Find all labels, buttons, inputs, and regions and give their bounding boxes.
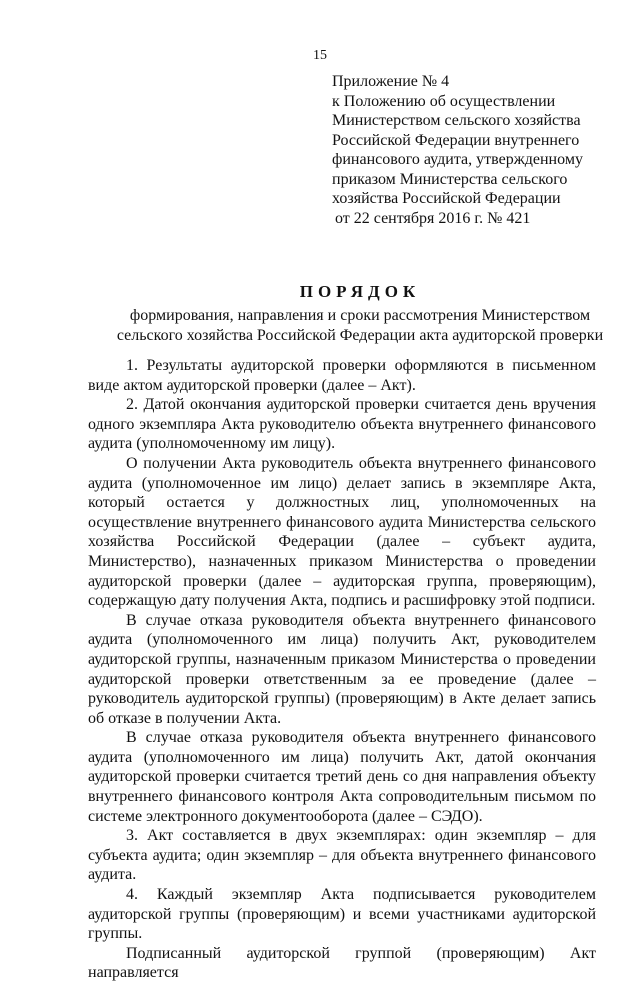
paragraph: 1. Результаты аудиторской проверки оформляются в письменном виде актом аудиторской проверки (далее – Акт). [88,357,596,394]
subtitle-line: сельского хозяйства Российской Федерации акта аудиторской проверки [116,326,604,344]
paragraph: Подписанный аудиторской группой (проверяющим) Акт направляется [88,944,596,982]
appendix-line: приказом Министерства сельского [332,170,568,188]
page-number: 15 [313,48,327,63]
appendix-note [332,72,622,228]
appendix-line: хозяйства Российской Федерации [332,190,561,207]
paragraph: 2. Датой окончания аудиторской проверки считается день вручения одного экземпляра Акта руководителю объекта внутреннего финансового аудита (уполномоченному им лицу). [88,396,596,453]
paragraph: 3. Акт составляется в двух экземплярах: один экземпляр – для субъекта аудита; один экземпляр – для объекта внутреннего финансового аудита. [88,827,596,884]
appendix-line: Министерством сельского хозяйства [332,112,581,129]
appendix-line: от 22 сентября 2016 г. № 421 [335,209,531,227]
appendix-line: к Положению об осуществлении [332,92,556,110]
document-title: ПОРЯДОК [299,282,421,301]
paragraph: В случае отказа руководителя объекта внутреннего финансового аудита (уполномоченного им лица) получить Акт, руководителем аудиторской группы, назначенным приказом Министерства о проведении аудиторской проверки ответственным за ее проведение (далее – руководитель аудиторской группы) (проверяющим) в Акте делает запись об отказе в получении Акта. [88,611,596,727]
paragraph: О получении Акта руководитель объекта внутреннего финансового аудита (уполномоченное им лицо) делает запись в экземпляре Акта, который остается у должностных лиц, уполномоченных на осуществление внутреннего финансового аудита Министерства сельского хозяйства Российской Федерации (далее – субъект аудита, Министерство), назначенных приказом Министерства о проведении аудиторской проверки (далее – аудиторская группа, проверяющим), содержащую дату получения Акта, подпись и расшифровку этой подписи. [88,454,596,610]
document-body [88,356,596,983]
paragraph: 4. Каждый экземпляр Акта подписывается руководителем аудиторской группы (проверяющим) и всеми участниками аудиторской группы. [88,886,596,943]
appendix-line: финансового аудита, утвержденному [332,151,583,168]
document-subtitle [0,306,640,345]
appendix-line: Российской Федерации внутреннего [332,131,580,149]
subtitle-line: формирования, направления и сроки рассмотрения Министерством [129,307,591,324]
paragraph: В случае отказа руководителя объекта внутреннего финансового аудита (уполномоченного им лица) получить Акт, датой окончания аудиторской проверки считается третий день со дня направления объекту внутреннего финансового контроля Акта сопроводительным письмом по системе электронного документооборота (далее – СЭДО). [88,729,596,825]
appendix-line: Приложение № 4 [332,73,450,90]
